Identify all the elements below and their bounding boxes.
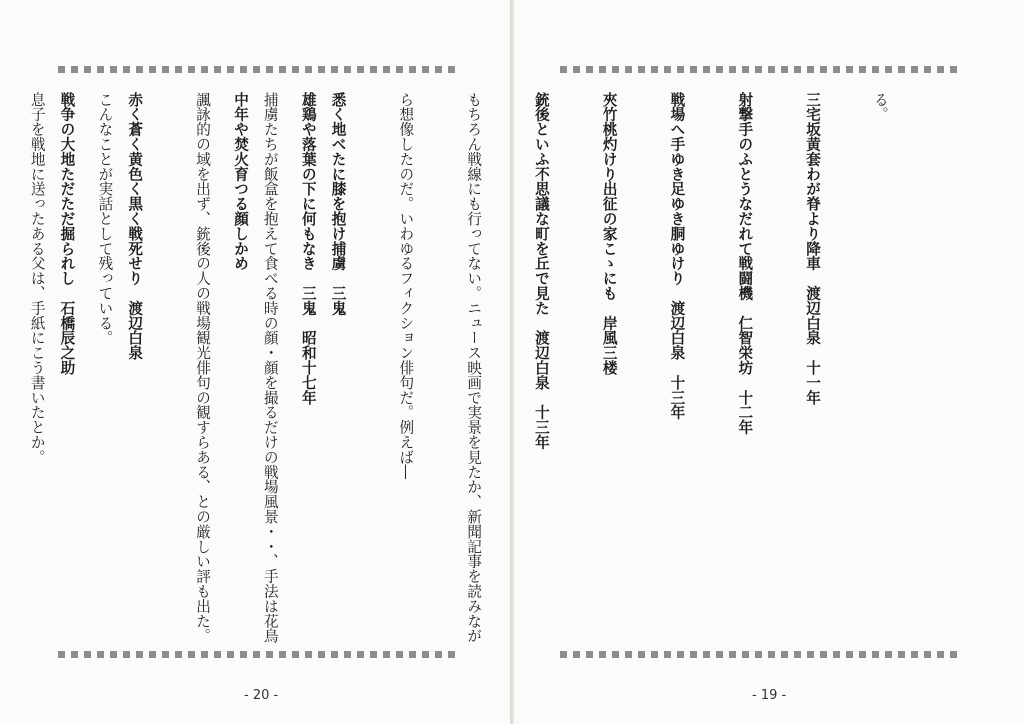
- body-line: る。: [871, 92, 889, 122]
- blank-line: [0, 92, 10, 644]
- top-dash-border: [560, 66, 960, 73]
- haiku-line: 三宅坂黄套わが脊より降車 渡辺白泉 十一年: [804, 92, 822, 405]
- haiku-line: 悉く地べたに膝を抱け捕虜 三鬼: [329, 92, 347, 316]
- body-line: 諷詠的の域を出ず、銃後の人の戦場観光俳句の観すらある、との厳しい評も出た。: [194, 92, 211, 644]
- body-line: 捕虜たちが飯盒を抱えて食べる時の顔・顔を撮るだけの戦場風景・・、手法は花鳥: [261, 92, 279, 644]
- haiku-line: 夾竹桃灼けり出征の家こゝにも 岸風三楼: [600, 92, 618, 376]
- page-number: - 19 -: [752, 688, 787, 703]
- body-line: ら想像したのだ。いわゆるフィクション俳句だ。例えば―: [397, 92, 415, 480]
- haiku-line: 中年や焚火育つる顔しかめ: [232, 92, 250, 271]
- bottom-dash-border: [560, 651, 960, 658]
- top-dash-border: [58, 66, 456, 73]
- body-line: もちろん戦線にも行ってない。ニュース映画で実景を見たか、新聞記事を読みなが: [465, 92, 483, 644]
- right-page-text: [0, 92, 936, 644]
- haiku-line: 雄鶏や落葉の下に何もなき 三鬼 昭和十七年: [299, 92, 317, 405]
- haiku-line: 戦争の大地ただただ掘られし 石橋辰之助: [58, 92, 76, 376]
- haiku-line: 赤く蒼く黄色く黒く戦死せり 渡辺白泉: [126, 92, 144, 361]
- page-number: - 20 -: [244, 688, 279, 703]
- bottom-dash-border: [58, 651, 456, 658]
- haiku-line: 射撃手のふとうなだれて戦闘機 仁智栄坊 十二年: [736, 92, 754, 435]
- body-line: こんなことが実話として残っている。: [96, 92, 114, 346]
- haiku-line: 銃後といふ不思議な町を丘で見た 渡辺白泉 十三年: [532, 92, 550, 450]
- haiku-line: 戦場へ手ゆき足ゆき胴ゆけり 渡辺白泉 十三年: [668, 92, 686, 420]
- body-line: 息子を戦地に送ったある父は、手紙にこう書いたとか。: [28, 92, 46, 465]
